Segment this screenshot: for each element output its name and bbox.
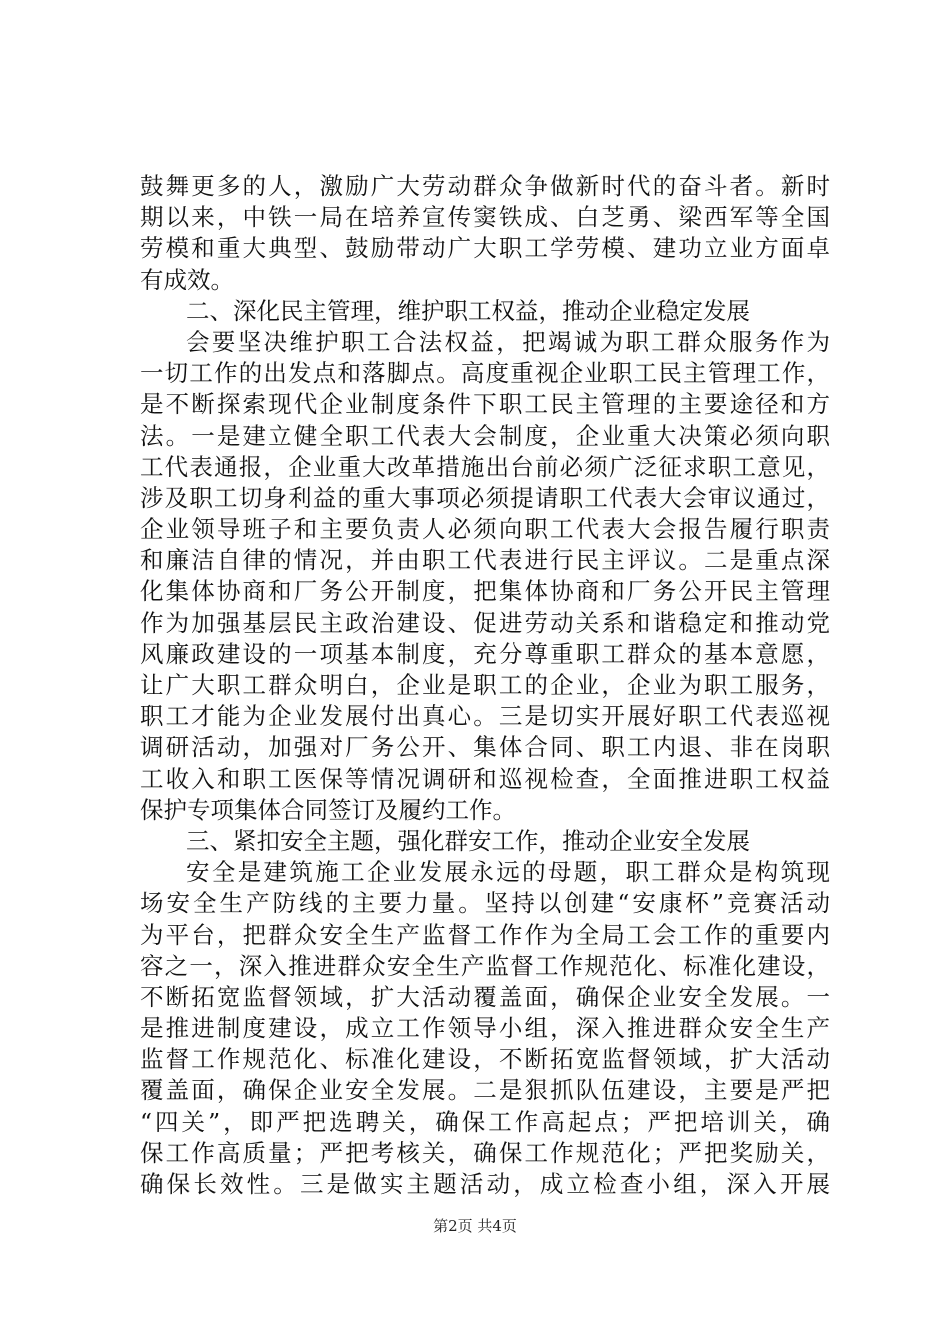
text-line: 监督工作规范化、标准化建设，不断拓宽监督领域，扩大活动 [140,1045,830,1074]
text-line: 企业领导班子和主要负责人必须向职工代表大会报告履行职责 [140,515,830,544]
text-line: 作为加强基层民主政治建设、促进劳动关系和谐稳定和推动党 [140,608,830,637]
text-line: 工代表通报，企业重大改革措施出台前必须广泛征求职工意见， [140,452,830,481]
text-line: 为平台，把群众安全生产监督工作作为全局工会工作的重要内 [140,920,830,949]
text-line: 确保长效性。三是做实主题活动，成立检查小组，深入开展 [140,1170,830,1198]
text-line: 化集体协商和厂务公开制度，把集体协商和厂务公开民主管理 [140,577,830,606]
body-text [140,171,830,1200]
text-line: 保护专项集体合同签订及履约工作。 [140,795,516,824]
section-heading: 三、紧扣安全主题，强化群安工作，推动企业安全发展 [186,826,750,855]
text-line: 有成效。 [140,265,234,294]
text-line: 劳模和重大典型、鼓励带动广大职工学劳模、建功立业方面卓 [140,234,830,263]
text-line: 调研活动，加强对厂务公开、集体合同、职工内退、非在岗职 [140,733,830,762]
text-line: 是不断探索现代企业制度条件下职工民主管理的主要途径和方 [140,390,830,419]
text-line: 让广大职工群众明白，企业是职工的企业，企业为职工服务， [140,671,830,699]
text-line: 会要坚决维护职工合法权益，把竭诚为职工群众服务作为 [186,327,830,356]
text-line: 容之一，深入推进群众安全生产监督工作规范化、标准化建设， [140,951,830,980]
page-number-footer: 第2页 共4页 [433,1217,517,1235]
text-line: 和廉洁自律的情况，并由职工代表进行民主评议。二是重点深 [140,546,830,575]
text-line: 覆盖面，确保企业安全发展。二是狠抓队伍建设，主要是严把 [140,1076,830,1105]
text-line: 工收入和职工医保等情况调研和巡视检查，全面推进职工权益 [140,764,830,793]
text-line: 涉及职工切身利益的重大事项必须提请职工代表大会审议通过， [140,483,830,512]
text-line: 职工才能为企业发展付出真心。三是切实开展好职工代表巡视 [140,702,830,731]
text-line: 安全是建筑施工企业发展永远的母题，职工群众是构筑现 [186,858,830,887]
text-line: 风廉政建设的一项基本制度，充分尊重职工群众的基本意愿， [140,639,830,668]
text-line: 是推进制度建设，成立工作领导小组，深入推进群众安全生产 [140,1014,830,1043]
text-line: 鼓舞更多的人，激励广大劳动群众争做新时代的奋斗者。新时 [140,172,830,200]
text-line: 法。一是建立健全职工代表大会制度，企业重大决策必须向职 [140,421,830,450]
text-line: 不断拓宽监督领域，扩大活动覆盖面，确保企业安全发展。一 [140,982,830,1011]
text-line: 一切工作的出发点和落脚点。高度重视企业职工民主管理工作， [140,359,830,388]
text-line: “四关”，即严把选聘关，确保工作高起点；严把培训关，确 [140,1107,830,1136]
text-line: 保工作高质量；严把考核关，确保工作规范化；严把奖励关， [140,1138,830,1167]
text-line: 期以来，中铁一局在培养宣传窦铁成、白芝勇、梁西军等全国 [140,203,830,232]
text-line: 场安全生产防线的主要力量。坚持以创建“安康杯”竞赛活动 [140,889,830,918]
section-heading: 二、深化民主管理，维护职工权益，推动企业稳定发展 [186,296,750,325]
